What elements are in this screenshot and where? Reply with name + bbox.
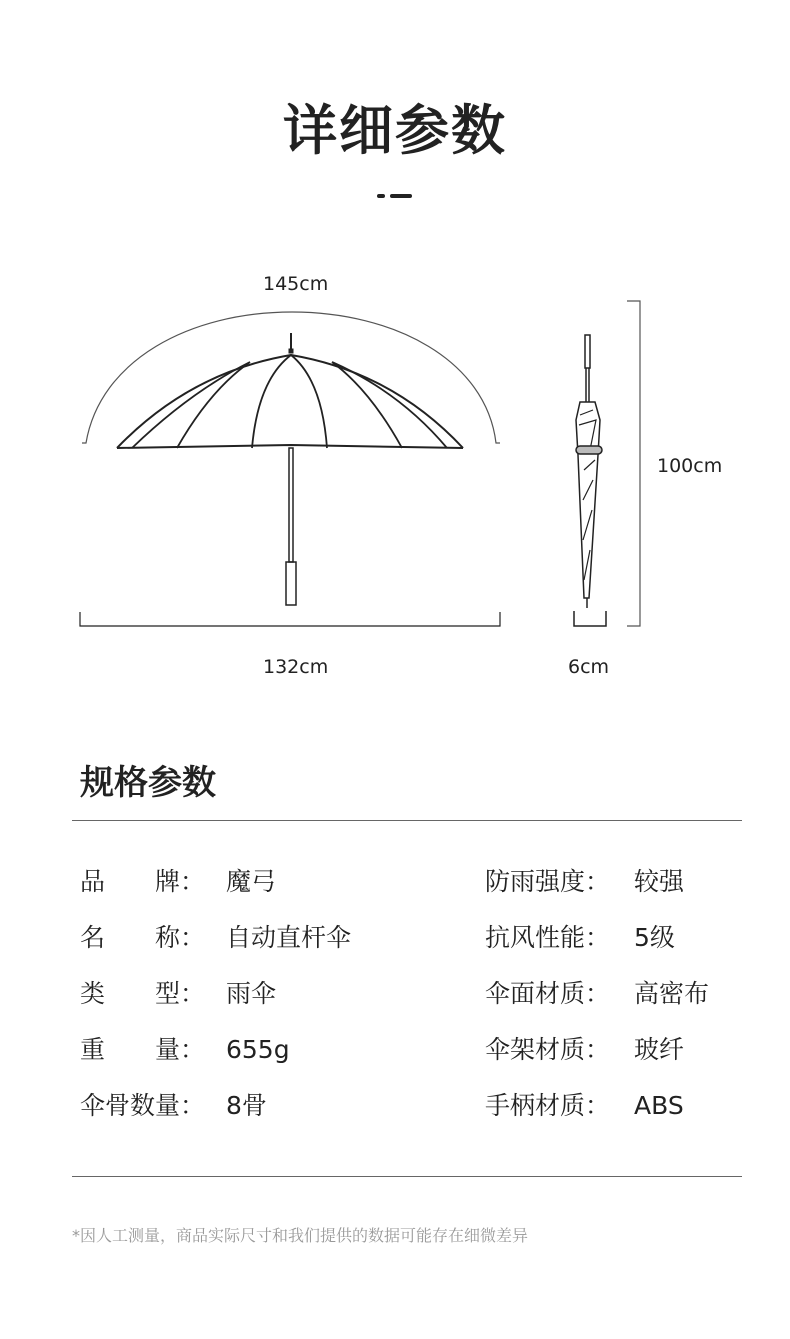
spec-label: 伞骨数量： [80,1091,206,1120]
measurement-note: *因人工测量，商品实际尺寸和我们提供的数据可能存在细微差异 [72,1226,529,1245]
spec-value: 自动直杆伞 [226,923,352,952]
closed-umbrella-icon [574,301,640,626]
spec-value: 玻纤 [634,1035,685,1064]
spec-label: 名 称： [80,923,206,952]
spec-label: 重 量： [80,1035,206,1064]
spec-label: 手柄材质： [485,1091,611,1120]
divider-top [72,820,742,821]
spec-value: 8骨 [226,1091,267,1120]
spec-label: 类 型： [80,979,206,1008]
closed-length-label: 100cm [657,455,723,477]
spec-value: 高密布 [634,979,710,1008]
spec-value: 5级 [634,923,675,952]
open-width-label: 132cm [263,656,329,678]
divider-bottom [72,1176,742,1177]
spec-value: ABS [634,1091,684,1120]
spec-label: 品 牌： [80,867,206,896]
spec-value: 雨伞 [226,979,277,1008]
closed-width-label: 6cm [568,656,610,678]
page-title: 详细参数 [283,99,507,162]
spec-label: 伞面材质： [485,979,611,1008]
spec-value: 655g [226,1035,290,1064]
open-umbrella-icon [80,312,500,626]
spec-heading: 规格参数 [80,763,216,803]
spec-label: 伞架材质： [485,1035,611,1064]
spec-label: 防雨强度： [485,867,611,896]
spec-value: 魔弓 [226,867,277,896]
spec-label: 抗风性能： [485,923,611,952]
arc-length-label: 145cm [263,273,329,295]
spec-value: 较强 [634,867,685,896]
